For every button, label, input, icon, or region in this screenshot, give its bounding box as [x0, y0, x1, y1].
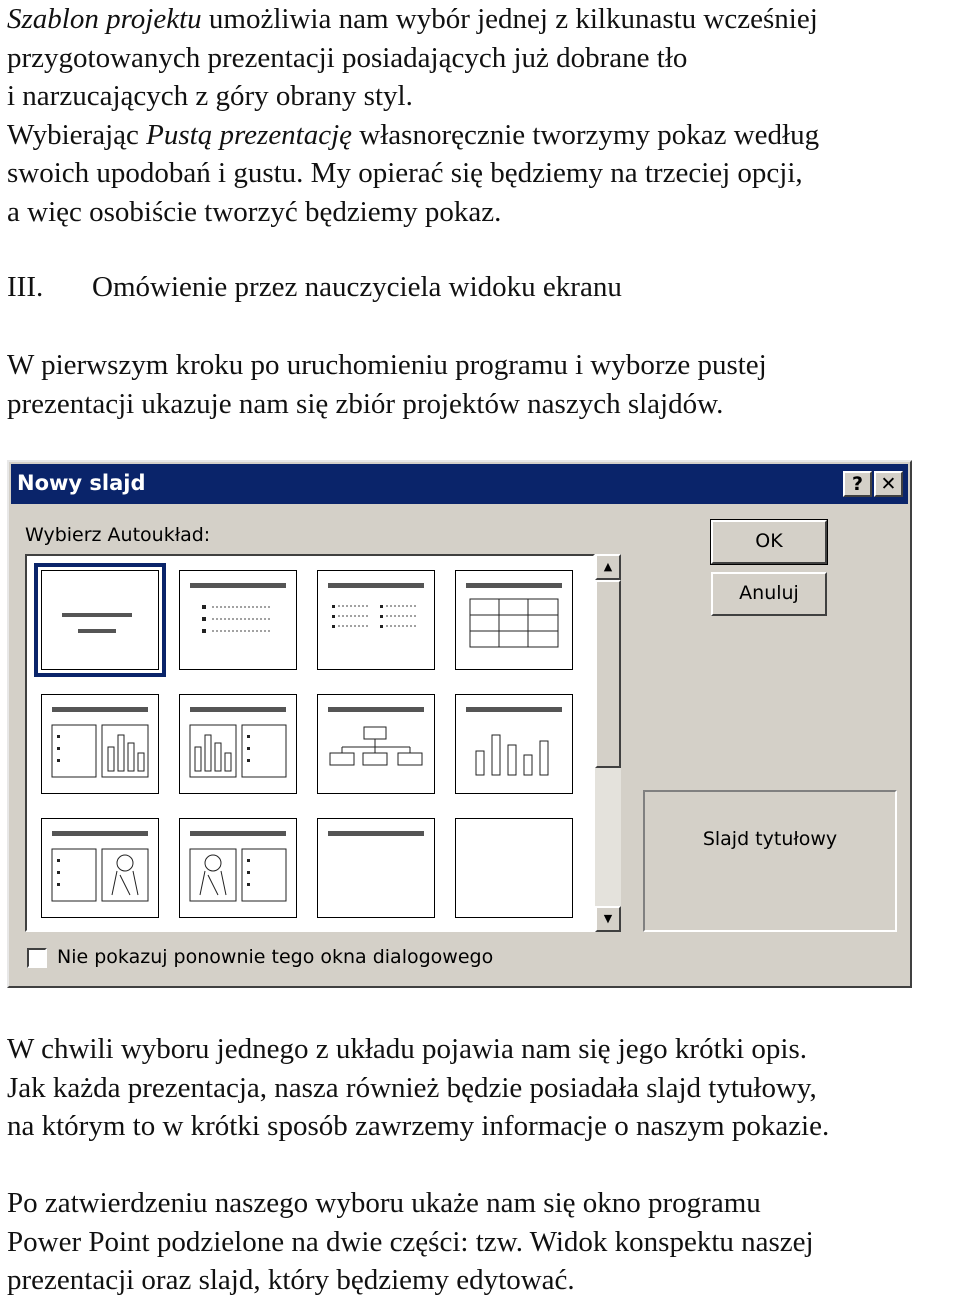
layout-blank[interactable] — [455, 818, 573, 918]
layout-title-slide[interactable] — [41, 570, 159, 670]
help-icon: ? — [851, 473, 864, 495]
arrow-up-icon: ▲ — [603, 560, 613, 573]
scroll-up-button[interactable] — [595, 554, 621, 580]
para4-line-2: Power Point podzielone na dwie części: tzw. Widok konspektu naszej — [7, 1225, 814, 1258]
layout-description: Slajd tytułowy — [643, 790, 897, 932]
cancel-button[interactable]: Anuluj — [711, 572, 827, 616]
chart-and-text-icon — [180, 695, 296, 793]
layout-chart-and-text[interactable] — [179, 694, 297, 794]
new-slide-dialog — [7, 460, 912, 988]
layout-scrollbar[interactable] — [595, 554, 621, 932]
intro-line-4: Wybierając Pustą prezentację własnoręcznie tworzymy pokaz według — [7, 118, 820, 151]
para2-line-1: W pierwszym kroku po uruchomieniu programu i wyborze pustej — [7, 349, 767, 381]
section-heading — [7, 268, 622, 307]
layout-text-and-clip-art[interactable] — [41, 818, 159, 918]
intro-line-3: i narzucających z góry obrany styl. — [7, 80, 413, 112]
ok-button[interactable]: OK — [711, 520, 827, 564]
dialog-title: Nowy slajd — [17, 471, 146, 495]
paragraph-3 — [7, 1030, 957, 1146]
clip-art-and-text-icon — [180, 819, 296, 917]
para3-line-3: na którym to w krótki sposób zawrzemy informacje o naszym pokazie. — [7, 1110, 830, 1142]
close-icon: ✕ — [880, 473, 897, 495]
layout-two-column-text[interactable] — [317, 570, 435, 670]
scroll-thumb[interactable] — [595, 580, 621, 768]
intro-line-2: przygotowanych prezentacji posiadających już dobrane tło — [7, 41, 688, 74]
layout-title-only[interactable] — [317, 818, 435, 918]
close-button[interactable] — [874, 471, 903, 497]
blank-presentation-term: Pustą prezentację — [146, 118, 353, 151]
two-column-text-icon — [318, 571, 434, 669]
section-number: III. — [7, 271, 44, 303]
layout-table[interactable] — [455, 570, 573, 670]
para2-line-2: prezentacji ukazuje nam się zbiór projektów naszych slajdów. — [7, 387, 724, 420]
scroll-down-button[interactable] — [595, 906, 621, 932]
intro-line-6: a więc osobiście tworzyć będziemy pokaz. — [7, 195, 502, 228]
organization-chart-icon — [318, 695, 434, 793]
para3-line-2: Jak każda prezentacja, nasza również będzie posiadała slajd tytułowy, — [7, 1071, 817, 1104]
layout-chart[interactable] — [455, 694, 573, 794]
table-icon — [456, 571, 572, 669]
arrow-down-icon: ▼ — [603, 912, 613, 925]
template-term: Szablon projektu — [7, 3, 202, 35]
bulleted-list-icon — [180, 571, 296, 669]
dont-show-label[interactable]: Nie pokazuj ponownie tego okna dialogowego — [57, 946, 494, 968]
text-and-chart-icon — [42, 695, 158, 793]
intro-line-5: swoich upodobań i gustu. My opierać się będziemy na trzeciej opcji, — [7, 157, 803, 189]
dont-show-checkbox[interactable] — [27, 948, 47, 968]
title-slide-icon — [42, 571, 158, 669]
section-title: Omówienie przez nauczyciela widoku ekranu — [92, 271, 622, 303]
layout-text-and-chart[interactable] — [41, 694, 159, 794]
layout-organization-chart[interactable] — [317, 694, 435, 794]
paragraph-2 — [7, 346, 957, 423]
choose-layout-label: Wybierz Autoukład: — [25, 524, 211, 546]
layout-bulleted-list[interactable] — [179, 570, 297, 670]
para3-line-1: W chwili wyboru jednego z układu pojawia nam się jego krótki opis. — [7, 1033, 808, 1065]
text-and-clip-art-icon — [42, 819, 158, 917]
paragraph-4 — [7, 1184, 957, 1300]
para4-line-1: Po zatwierdzeniu naszego wyboru ukaże nam się okno programu — [7, 1187, 761, 1219]
intro-line-1: Szablon projektu umożliwia nam wybór jednej z kilkunastu wcześniej — [7, 3, 818, 35]
title-only-icon — [318, 819, 434, 917]
para4-line-3: prezentacji oraz slajd, który będziemy edytować. — [7, 1264, 575, 1296]
intro-paragraph — [7, 0, 957, 231]
chart-icon — [456, 695, 572, 793]
layout-grid[interactable] — [25, 554, 595, 932]
layout-clip-art-and-text[interactable] — [179, 818, 297, 918]
dialog-titlebar — [11, 464, 908, 504]
help-button[interactable] — [843, 471, 872, 497]
